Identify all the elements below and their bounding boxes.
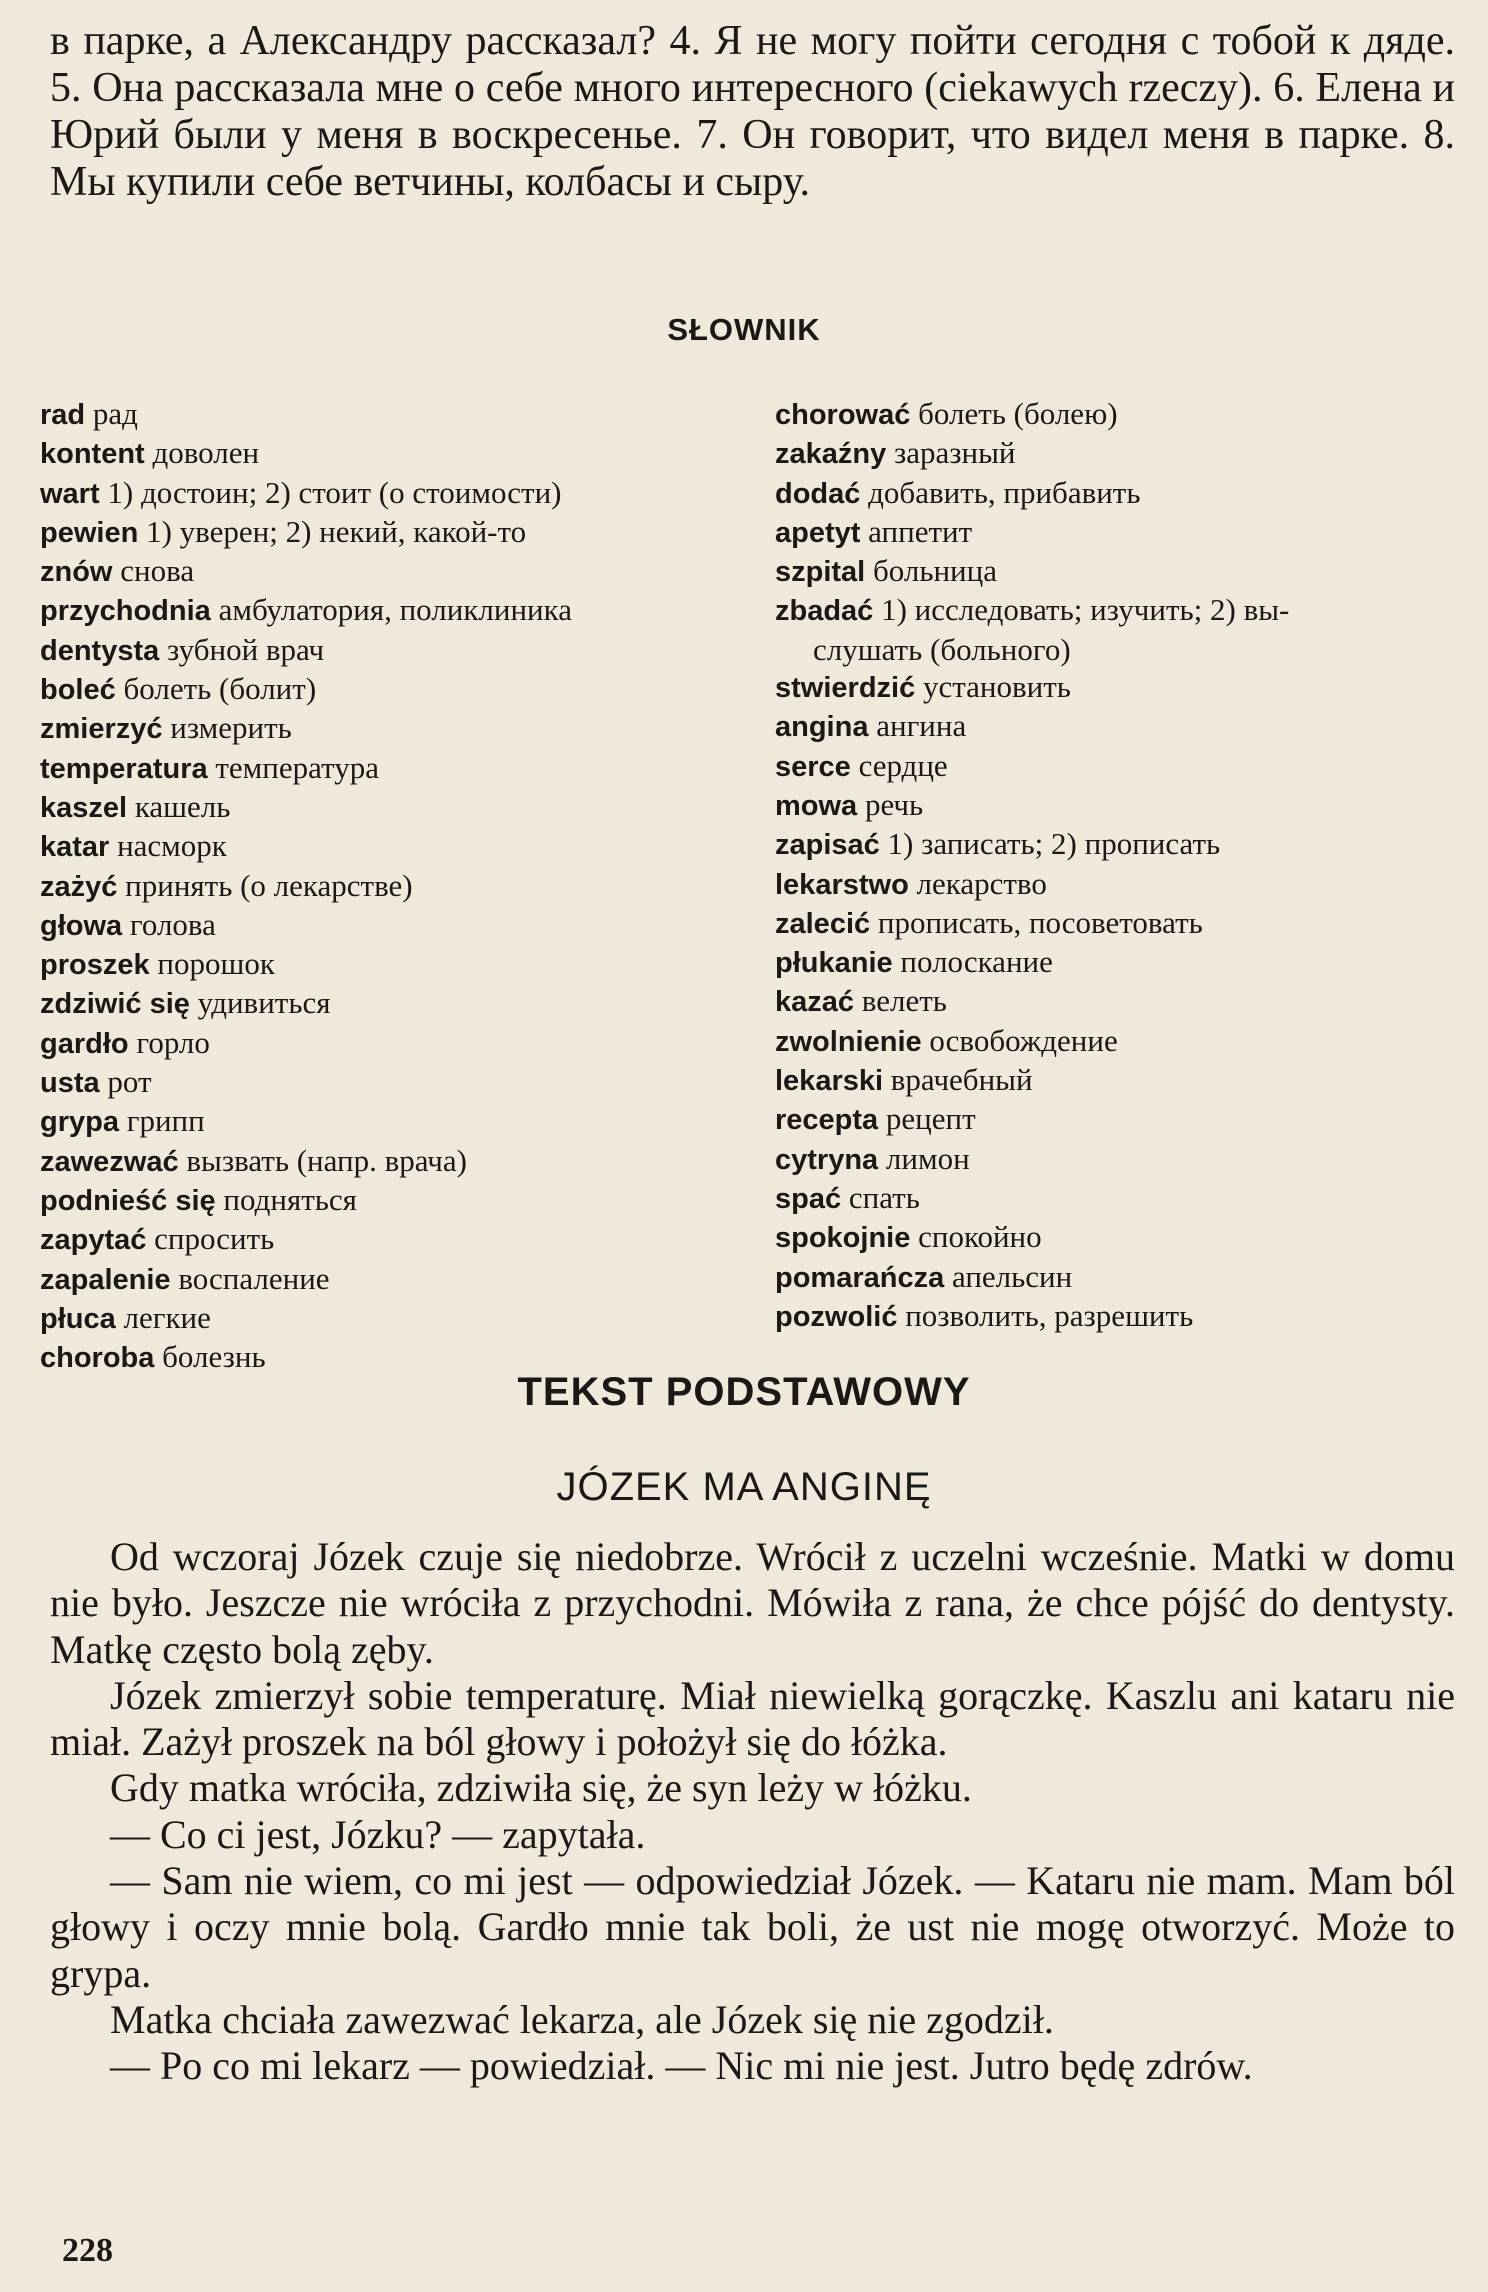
polish-word: zapalenie bbox=[40, 1263, 171, 1296]
polish-word: choroba bbox=[40, 1342, 155, 1375]
polish-word: temperatura bbox=[40, 752, 208, 785]
russian-translation: ангина bbox=[876, 708, 967, 744]
russian-translation: врачебный bbox=[890, 1062, 1033, 1098]
story-paragraph: Matka chciała zawezwać lekarza, ale Józek się nie zgodził. bbox=[110, 1996, 1054, 2042]
polish-word: znów bbox=[40, 556, 113, 589]
vocabulary-entry bbox=[40, 1299, 740, 1338]
story-paragraph: Józek zmierzył sobie temperaturę. Miał niewielką gorączkę. Kaszlu ani kataru nie miał. Zażył proszek na ból głowy i położył się do łóżka. bbox=[50, 1672, 1455, 1765]
russian-translation: велеть bbox=[861, 983, 947, 1019]
story-paragraph: — Sam nie wiem, co mi jest — odpowiedział Józek. — Kataru nie mam. Mam ból głowy i oczy mnie bolą. Gardło mnie tak boli, że ust nie mogę otworzyć. Może to grypa. bbox=[50, 1858, 1455, 1996]
polish-word: szpital bbox=[775, 556, 866, 589]
russian-translation: болеть (болит) bbox=[123, 671, 317, 707]
polish-word: głowa bbox=[40, 909, 123, 942]
vocabulary-entry bbox=[40, 395, 740, 434]
vocabulary-entry bbox=[775, 1218, 1455, 1257]
polish-word: spać bbox=[775, 1182, 842, 1215]
polish-word: gardło bbox=[40, 1027, 129, 1060]
russian-translation: горло bbox=[136, 1024, 210, 1060]
intro-paragraph: в парке, а Александру рассказал? 4. Я не могу пойти сегодня с тобой к дяде. 5. Она рассказала мне о себе много интересного (ciekawych rzeczy). 6. Елена и Юрий были у меня в воскресенье. 7. Он говорит, что видел меня в парке. 8. Мы купили себе ветчины, колбасы и сыру. bbox=[50, 18, 1455, 205]
russian-translation: доволен bbox=[152, 435, 260, 471]
vocabulary-entry bbox=[40, 1260, 740, 1299]
russian-translation: слушать (больного) bbox=[813, 631, 1071, 667]
polish-word: rad bbox=[40, 399, 86, 431]
polish-word: kazać bbox=[775, 986, 855, 1019]
russian-translation: болезнь bbox=[162, 1339, 266, 1375]
russian-translation: порошок bbox=[157, 946, 275, 982]
polish-word: płukanie bbox=[775, 947, 893, 980]
russian-translation: аппетит bbox=[868, 513, 973, 549]
vocabulary-heading: SŁOWNIK bbox=[667, 312, 821, 347]
polish-word: mowa bbox=[775, 789, 858, 822]
vocabulary-entry bbox=[775, 591, 1455, 630]
russian-translation: принять (о лекарстве) bbox=[125, 867, 413, 903]
story-paragraph: — Po co mi lekarz — powiedział. — Nic mi nie jest. Jutro będę zdrów. bbox=[110, 2043, 1253, 2089]
russian-translation: зубной врач bbox=[167, 631, 325, 667]
vocabulary-entry bbox=[775, 1022, 1455, 1061]
polish-word: serce bbox=[775, 750, 851, 783]
vocabulary-entry bbox=[40, 788, 740, 827]
russian-translation: сердце bbox=[858, 747, 948, 783]
page-number: 228 bbox=[62, 2232, 113, 2269]
polish-word: stwierdzić bbox=[775, 672, 916, 705]
vocabulary-entry bbox=[40, 513, 740, 552]
vocabulary-entry bbox=[775, 943, 1455, 982]
vocabulary-entry bbox=[775, 668, 1455, 707]
russian-translation: болеть (болею) bbox=[918, 396, 1118, 431]
polish-word: zwolnienie bbox=[775, 1025, 922, 1058]
polish-word: kontent bbox=[40, 438, 145, 471]
polish-word: recepta bbox=[775, 1104, 879, 1137]
polish-word: angina bbox=[775, 711, 869, 744]
polish-word: cytryna bbox=[775, 1143, 879, 1176]
polish-word: lekarstwo bbox=[775, 868, 909, 901]
russian-translation: заразный bbox=[893, 435, 1016, 471]
polish-word: zapisać bbox=[775, 829, 880, 862]
vocabulary-entry bbox=[40, 945, 740, 984]
vocabulary-entry bbox=[40, 1142, 740, 1181]
russian-translation: освобождение bbox=[929, 1022, 1118, 1058]
polish-word: dodać bbox=[775, 477, 861, 510]
polish-word: pewien bbox=[40, 516, 139, 549]
vocabulary-entry bbox=[775, 1179, 1455, 1218]
vocabulary-entry bbox=[40, 984, 740, 1023]
story-title: JÓZEK MA ANGINĘ bbox=[556, 1465, 932, 1509]
vocabulary-entry bbox=[40, 1181, 740, 1220]
russian-translation: снова bbox=[120, 553, 195, 589]
russian-translation: измерить bbox=[170, 710, 292, 746]
vocabulary-entry bbox=[775, 1100, 1455, 1139]
polish-word: spokojnie bbox=[775, 1222, 911, 1255]
russian-translation: подняться bbox=[223, 1181, 357, 1217]
russian-translation: спокойно bbox=[918, 1219, 1042, 1255]
russian-translation: установить bbox=[922, 669, 1071, 705]
polish-word: zażyć bbox=[40, 870, 118, 903]
vocabulary-entry bbox=[40, 749, 740, 788]
russian-translation: 1) записать; 2) прописать bbox=[887, 826, 1221, 862]
vocabulary-entry bbox=[40, 906, 740, 945]
vocabulary-entry bbox=[40, 709, 740, 748]
vocabulary-entry bbox=[40, 867, 740, 906]
russian-translation: грипп bbox=[126, 1103, 205, 1139]
russian-translation: лимон bbox=[885, 1140, 970, 1176]
polish-word: usta bbox=[40, 1067, 100, 1100]
polish-word: wart bbox=[40, 477, 100, 510]
polish-word: boleć bbox=[40, 674, 116, 707]
russian-translation: воспаление bbox=[178, 1260, 330, 1296]
russian-translation: прописать, посоветовать bbox=[877, 904, 1203, 940]
russian-translation: лекарство bbox=[916, 865, 1047, 901]
vocabulary-entry bbox=[40, 670, 740, 709]
russian-translation: спросить bbox=[154, 1221, 275, 1257]
russian-translation: добавить, прибавить bbox=[868, 474, 1141, 510]
vocabulary-entry bbox=[775, 631, 1455, 668]
polish-word: zbadać bbox=[775, 595, 874, 628]
story-paragraph: — Co ci jest, Józku? — zapytała. bbox=[110, 1811, 646, 1857]
vocabulary-entry bbox=[40, 434, 740, 473]
russian-translation: вызвать (напр. врача) bbox=[186, 1142, 467, 1178]
vocabulary-entry bbox=[775, 865, 1455, 904]
vocabulary-entry bbox=[40, 1102, 740, 1141]
polish-word: zawezwać bbox=[40, 1145, 179, 1178]
russian-translation: позволить, разрешить bbox=[905, 1297, 1194, 1333]
vocabulary-entry bbox=[775, 982, 1455, 1021]
polish-word: lekarski bbox=[775, 1065, 884, 1098]
vocabulary-left-column bbox=[40, 395, 740, 1377]
vocabulary-entry bbox=[775, 825, 1455, 864]
polish-word: grypa bbox=[40, 1106, 119, 1139]
russian-translation: речь bbox=[864, 786, 924, 822]
vocabulary-entry bbox=[40, 591, 740, 630]
polish-word: apetyt bbox=[775, 516, 861, 549]
polish-word: chorować bbox=[775, 399, 911, 431]
section-heading: TEKST PODSTAWOWY bbox=[517, 1370, 971, 1414]
vocabulary-entry bbox=[775, 552, 1455, 591]
polish-word: płuca bbox=[40, 1302, 116, 1335]
vocabulary-entry bbox=[775, 434, 1455, 473]
polish-word: proszek bbox=[40, 949, 150, 982]
vocabulary-entry bbox=[775, 513, 1455, 552]
vocabulary-entry bbox=[775, 786, 1455, 825]
vocabulary-entry bbox=[775, 747, 1455, 786]
russian-translation: легкие bbox=[123, 1299, 211, 1335]
polish-word: podnieść się bbox=[40, 1184, 216, 1217]
vocabulary-entry bbox=[40, 1063, 740, 1102]
vocabulary-entry bbox=[40, 474, 740, 513]
polish-word: zmierzyć bbox=[40, 713, 163, 746]
russian-translation: амбулатория, поликлиника bbox=[218, 592, 572, 628]
polish-word: zapytać bbox=[40, 1224, 147, 1257]
vocabulary-entry bbox=[775, 474, 1455, 513]
vocabulary-right-column bbox=[775, 395, 1455, 1336]
vocabulary-entry bbox=[775, 1061, 1455, 1100]
vocabulary-entry bbox=[775, 707, 1455, 746]
polish-word: pomarańcza bbox=[775, 1261, 945, 1294]
polish-word: pozwolić bbox=[775, 1300, 898, 1333]
vocabulary-entry bbox=[775, 1140, 1455, 1179]
russian-translation: полоскание bbox=[900, 944, 1053, 980]
story-text bbox=[50, 1534, 1455, 2090]
vocabulary-entry bbox=[40, 1024, 740, 1063]
story-paragraph: Od wczoraj Józek czuje się niedobrze. Wrócił z uczelni wcześnie. Matki w domu nie było. Jeszcze nie wróciła z przychodni. Mówiła z rana, że chce pójść do dentysty. Matkę często bolą zęby. bbox=[50, 1534, 1455, 1672]
russian-translation: кашель bbox=[134, 788, 231, 824]
russian-translation: голова bbox=[129, 906, 216, 942]
vocabulary-entry bbox=[775, 1258, 1455, 1297]
vocabulary-entry bbox=[40, 631, 740, 670]
russian-translation: рот bbox=[107, 1064, 152, 1100]
russian-translation: апельсин bbox=[951, 1258, 1073, 1294]
russian-translation: рецепт bbox=[885, 1101, 976, 1137]
vocabulary-entry bbox=[40, 552, 740, 591]
russian-translation: 1) исследовать; изучить; 2) вы- bbox=[881, 592, 1290, 628]
polish-word: przychodnia bbox=[40, 595, 211, 628]
russian-translation: 1) уверен; 2) некий, какой-то bbox=[146, 513, 527, 549]
russian-translation: удивиться bbox=[197, 985, 331, 1021]
story-paragraph: Gdy matka wróciła, zdziwiła się, że syn leży w łóżku. bbox=[110, 1765, 972, 1811]
polish-word: kaszel bbox=[40, 791, 128, 824]
polish-word: zalecić bbox=[775, 907, 871, 940]
polish-word: zdziwić się bbox=[40, 988, 190, 1021]
russian-translation: насморк bbox=[117, 828, 227, 864]
polish-word: dentysta bbox=[40, 634, 160, 667]
russian-translation: рад bbox=[92, 396, 138, 431]
vocabulary-entry bbox=[40, 1220, 740, 1259]
vocabulary-entry bbox=[775, 904, 1455, 943]
russian-translation: больница bbox=[873, 553, 997, 589]
vocabulary-entry bbox=[775, 1297, 1455, 1336]
russian-translation: 1) достоин; 2) стоит (о стоимости) bbox=[107, 474, 562, 510]
vocabulary-entry bbox=[775, 395, 1455, 434]
polish-word: katar bbox=[40, 831, 110, 864]
russian-translation: спать bbox=[848, 1179, 920, 1215]
polish-word: zakaźny bbox=[775, 438, 887, 471]
vocabulary-entry bbox=[40, 827, 740, 866]
russian-translation: температура bbox=[215, 749, 380, 785]
